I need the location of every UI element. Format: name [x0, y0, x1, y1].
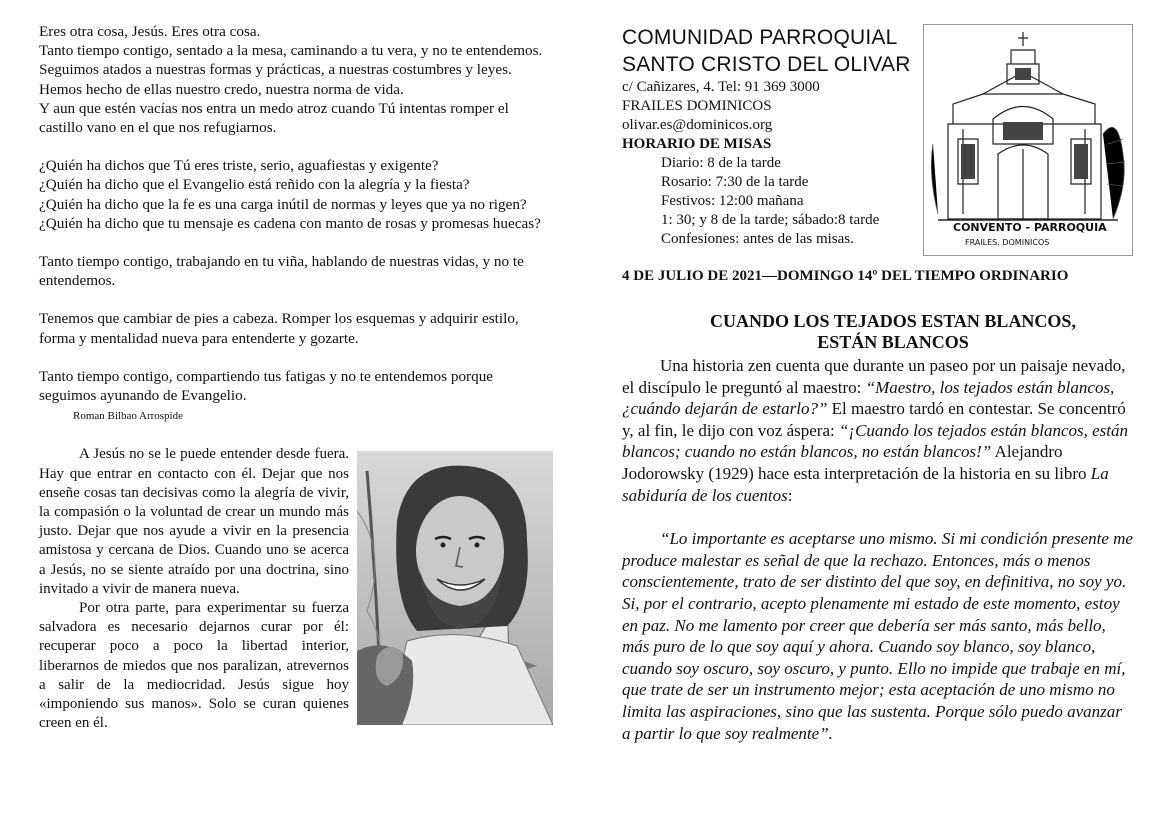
left-paragraph-1: A Jesús no se le puede entender desde fuera. Hay que entrar en contacto con él. Dejar que nos enseñe cosas tan decisivas como la alegría de vivir, la compasión o la voluntad de crear un mundo más justo. Dejar que nos ayude a vivir en la presencia amistosa y cercana de Dios. Cuando uno se acerca a Jesús, no se siente atraído por una doctrina, sino invitado a vivir de manera nueva.	[39, 446, 349, 597]
left-paragraph-2: Por otra parte, para experimentar su fuerza salvadora es necesario dejarnos curar por él: recuperar poco a poco la libertad interior, liberarnos de miedos que nos paralizan, atrevernos a salir de la mediocridad. Jesús sigue hoy «imponiendo sus manos». Solo se curan quienes creen en él.	[39, 600, 349, 732]
poem-line: Tanto tiempo contigo, sentado a la mesa, caminando a tu vera, y no te entendemos.	[39, 42, 543, 60]
left-body-text	[39, 445, 553, 733]
church-caption-2: FRAILES. DOMINICOS	[965, 238, 1050, 247]
poem-line: Eres otra cosa, Jesús. Eres otra cosa.	[39, 23, 261, 40]
poem-stanza-3	[39, 252, 553, 290]
article-text: El maestro tardó en contestar. Se concentró y, al fin, le dijo con voz áspera:	[622, 399, 1126, 440]
article-title	[622, 311, 1134, 353]
schedule-item: Festivos: 12:00 mañana	[661, 193, 804, 209]
book-title: La sabiduría de los cuentos	[622, 463, 1109, 505]
parish-title-line-1: COMUNIDAD PARROQUIAL	[622, 26, 898, 49]
poem-line: ¿Quién ha dichos que Tú eres triste, serio, aguafiestas y exigente?	[39, 157, 439, 175]
article-text: :	[787, 485, 793, 505]
schedule-item: Rosario: 7:30 de la tarde	[661, 174, 809, 190]
poem-signature: Roman Bilbao Arrospide	[73, 410, 183, 423]
parish-header	[622, 24, 1134, 256]
date-line: 4 DE JULIO DE 2021—DOMINGO 14º DEL TIEMPO ORDINARIO	[622, 268, 1069, 284]
article-title-line-2: ESTÁN BLANCOS	[817, 332, 969, 352]
poem-line: Hemos hecho de ellas nuestro credo, nuestra norma de vida.	[39, 80, 404, 98]
article-text: Alejandro Jodorowsky (1929) hace esta interpretación de la historia en su libro	[622, 442, 1091, 483]
poem	[39, 22, 553, 426]
jesus-image	[357, 451, 553, 725]
article-quote-1: “Maestro, los tejados están blancos, ¿cuándo dejarán de estarlo?”	[622, 377, 1115, 419]
poem-line: Tenemos que cambiar de pies a cabeza. Romper los esquemas y adquirir estilo, forma y mentalidad nueva para entenderte y gozarte.	[39, 310, 519, 347]
church-caption-1: CONVENTO - PARROQUIA	[953, 221, 1107, 234]
left-column	[39, 22, 553, 734]
schedule-item: 1: 30; y 8 de la tarde; sábado:8 tarde	[661, 212, 880, 228]
poem-line: Seguimos atados a nuestras formas y prácticas, a nuestras costumbres y leyes.	[39, 61, 512, 79]
right-column	[622, 24, 1134, 744]
poem-line: ¿Quién ha dicho que la fe es una carga inútil de normas y leyes que ya no rigen?	[39, 195, 527, 213]
schedule-item: Confesiones: antes de las misas.	[661, 231, 854, 247]
poem-line: Tanto tiempo contigo, compartiendo tus fatigas y no te entendemos porque seguimos ayunando de Evangelio.	[39, 367, 494, 405]
parish-title-line-2: SANTO CRISTO DEL OLIVAR	[622, 53, 911, 76]
parish-email: olivar.es@dominicos.org	[622, 117, 773, 133]
article-title-line-1: CUANDO LOS TEJADOS ESTAN BLANCOS,	[710, 311, 1076, 331]
poem-line: Y aun que estén vacías nos entra un medo atroz cuando Tú intentas romper el castillo vano en el que nos refugiarnos.	[39, 99, 509, 137]
poem-line: Tanto tiempo contigo, trabajando en tu viña, hablando de nuestras vidas, y no te entendemos.	[39, 253, 524, 290]
poem-stanza-1	[39, 22, 553, 137]
church-drawing	[923, 24, 1133, 256]
poem-stanza-4	[39, 309, 553, 347]
article-paragraph-1	[622, 355, 1134, 506]
schedule-item: Diario: 8 de la tarde	[661, 155, 781, 171]
parish-address: c/ Cañizares, 4. Tel: 91 369 3000	[622, 79, 820, 95]
article-body	[622, 355, 1134, 744]
poem-line: ¿Quién ha dicho que el Evangelio está reñido con la alegría y la fiesta?	[39, 176, 470, 194]
jodorowsky-quote: “Lo importante es aceptarse uno mismo. Si mi condición presente me produce malestar es señal de que la rechazo. Entonces, más o menos conscientemente, trato de ser distinto del que soy, en definitiva, no soy yo. Si, por el contrario, acepto plenamente mi estado de este momento, estoy en paz. No me lamento por creer que debería ser más santo, más bello, más puro de lo que soy aquí y ahora. Cuando soy blanco, soy blanco, cuando soy oscuro, soy oscuro, y punto. Ello no impide que trabaje en mí, que trate de ser un instrumento mejor; esta aceptación de uno mismo no limita las aspiraciones, sino que las sustenta. Porque sólo puedo avanzar a partir lo que soy realmente”.	[622, 529, 1133, 743]
poem-line: ¿Quién ha dicho que tu mensaje es cadena con manto de rosas y promesas huecas?	[39, 214, 541, 232]
article-quote-2: “¡Cuando los tejados están blancos, están blancos; cuando no están blancos, no están blancos!”	[622, 420, 1129, 462]
schedule-heading: HORARIO DE MISAS	[622, 136, 772, 152]
poem-stanza-2	[39, 156, 553, 233]
parish-order: FRAILES DOMINICOS	[622, 98, 772, 114]
article-text: Una historia zen cuenta que durante un paseo por un paisaje nevado, el discípulo le preguntó al maestro:	[622, 356, 1126, 397]
poem-stanza-5	[39, 367, 553, 427]
